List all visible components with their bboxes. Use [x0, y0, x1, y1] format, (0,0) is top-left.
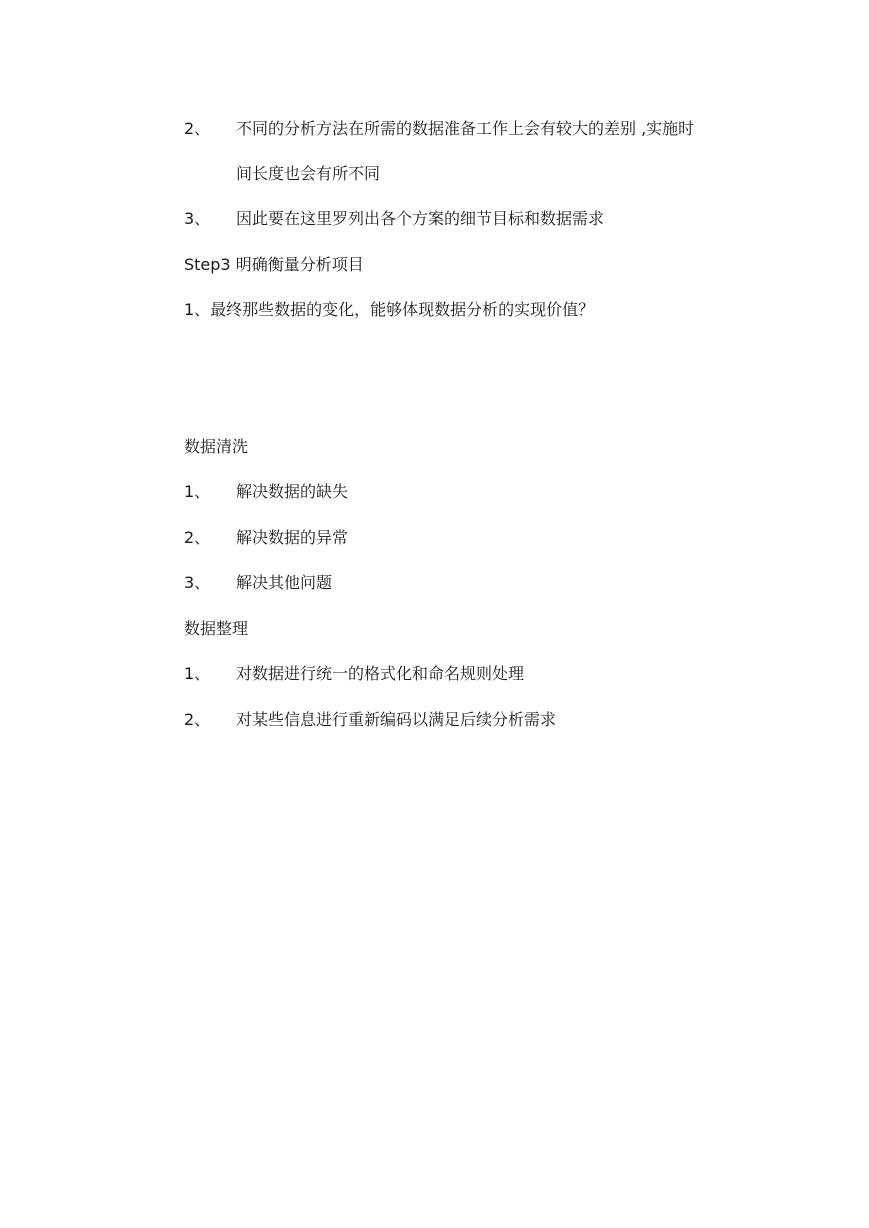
organizing-item-number: 2、 [184, 710, 211, 729]
organizing-heading: 数据整理 [184, 619, 249, 638]
list-item-text: 因此要在这里罗列出各个方案的细节目标和数据需求 [236, 209, 605, 228]
list-item-text: 不同的分析方法在所需的数据准备工作上会有较大的差别 ,实施时 [236, 119, 695, 138]
organizing-item-text: 对某些信息进行重新编码以满足后续分析需求 [236, 710, 557, 729]
cleaning-item-text: 解决数据的缺失 [236, 482, 349, 501]
cleaning-item-number: 3、 [184, 573, 211, 592]
step3-heading: Step3 明确衡量分析项目 [184, 255, 364, 274]
organizing-item-number: 1、 [184, 664, 211, 683]
cleaning-item-number: 1、 [184, 482, 211, 501]
list-item-number: 3、 [184, 209, 211, 228]
organizing-item-text: 对数据进行统一的格式化和命名规则处理 [236, 664, 525, 683]
step3-item: 1、最终那些数据的变化，能够体现数据分析的实现价值？ [184, 300, 595, 319]
cleaning-item-number: 2、 [184, 528, 211, 547]
list-item-number: 2、 [184, 119, 211, 138]
list-item-text-continued: 间长度也会有所不同 [236, 164, 381, 183]
cleaning-heading: 数据清洗 [184, 437, 249, 456]
cleaning-item-text: 解决数据的异常 [236, 528, 349, 547]
cleaning-item-text: 解决其他问题 [236, 573, 333, 592]
